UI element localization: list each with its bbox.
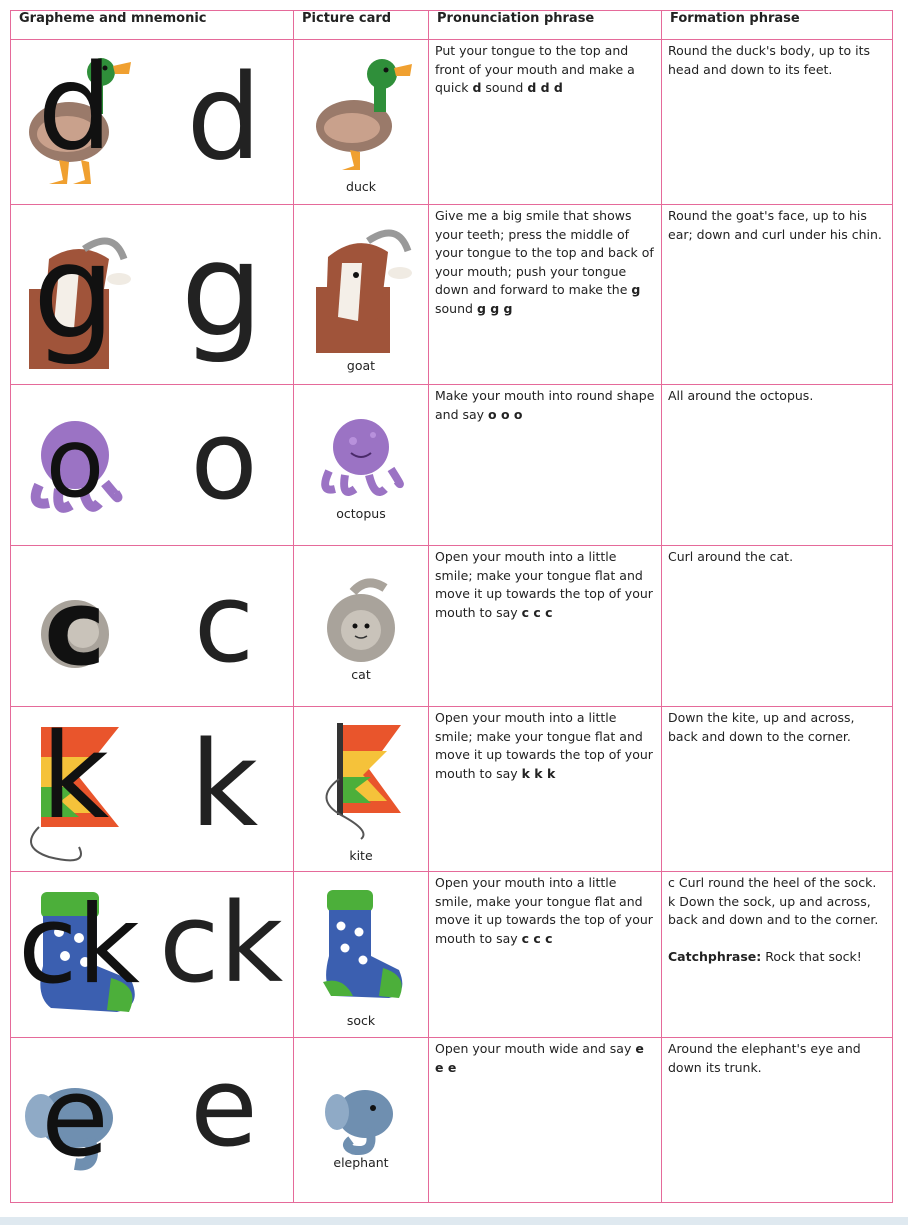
grapheme-cell — [11, 872, 294, 1038]
cat-icon — [323, 570, 399, 664]
octopus-icon — [313, 411, 409, 501]
header-grapheme: Grapheme and mnemonic — [11, 11, 294, 40]
table-row — [11, 40, 893, 205]
cat-mnemonic-icon: c — [19, 576, 131, 686]
picture-card — [294, 385, 429, 546]
grapheme-letter: o — [190, 396, 258, 524]
grapheme-cell — [11, 40, 294, 205]
grapheme-cell — [11, 205, 294, 385]
phonics-sheet — [10, 10, 886, 1203]
formation-cell: All around the octopus. — [662, 385, 893, 546]
goat-mnemonic-icon: g — [19, 229, 131, 369]
table-row — [11, 707, 893, 872]
picture-caption: sock — [346, 1013, 376, 1028]
pronunciation-cell: Open your mouth into a little smile; make your tongue flat and move it up towards the top of your mouth to say c c c — [429, 546, 662, 707]
picture-card — [294, 205, 429, 385]
grapheme-cell — [11, 707, 294, 872]
header-formation: Formation phrase — [662, 11, 893, 40]
formation-cell: Curl around the cat. — [662, 546, 893, 707]
grapheme-letter: g — [180, 214, 264, 366]
picture-caption: octopus — [336, 506, 386, 521]
picture-caption: goat — [346, 358, 376, 373]
pronunciation-cell: Open your mouth into a little smile, make your tongue flat and move it up towards the top of your mouth to say c c c — [429, 872, 662, 1038]
table-row — [11, 1038, 893, 1203]
goat-icon — [308, 217, 414, 353]
grapheme-letter: e — [190, 1043, 258, 1171]
elephant-icon — [321, 1082, 401, 1158]
octopus-mnemonic-icon: o — [19, 407, 131, 527]
bottom-bar — [0, 1217, 908, 1225]
grapheme-letter: d — [186, 48, 262, 186]
picture-caption: elephant — [333, 1155, 389, 1170]
sock-icon — [313, 886, 409, 1002]
formation-cell: Around the elephant's eye and down its trunk. — [662, 1038, 893, 1203]
grapheme-cell — [11, 1038, 294, 1203]
pronunciation-cell: Put your tongue to the top and front of your mouth and make a quick d sound d d d — [429, 40, 662, 205]
picture-caption: cat — [351, 667, 371, 682]
header-pronunciation: Pronunciation phrase — [429, 11, 662, 40]
picture-caption: duck — [346, 179, 376, 194]
pronunciation-cell: Open your mouth wide and say e e e — [429, 1038, 662, 1203]
formation-cell: Round the goat's face, up to his ear; down and curl under his chin. — [662, 205, 893, 385]
header-row — [11, 11, 893, 40]
kite-mnemonic-icon: k — [19, 717, 131, 867]
picture-card — [294, 546, 429, 707]
formation-cell: c Curl round the heel of the sock. k Down the sock, up and across, back and down and to the corner. Catchphrase: Rock that sock! — [662, 872, 893, 1038]
grapheme-letter: c — [193, 559, 255, 687]
table-row — [11, 385, 893, 546]
table-row — [11, 205, 893, 385]
picture-card — [294, 707, 429, 872]
grapheme-cell — [11, 385, 294, 546]
duck-icon — [308, 54, 414, 172]
picture-card — [294, 872, 429, 1038]
sock-mnemonic-icon: ck — [21, 886, 141, 1016]
pronunciation-cell: Make your mouth into round shape and say o o o — [429, 385, 662, 546]
grapheme-letter: k — [189, 715, 259, 853]
phonics-table — [10, 10, 893, 1203]
formation-cell: Down the kite, up and across, back and down to the corner. — [662, 707, 893, 872]
pronunciation-cell: Open your mouth into a little smile; make your tongue flat and move it up towards the top of your mouth to say k k k — [429, 707, 662, 872]
picture-card — [294, 40, 429, 205]
elephant-mnemonic-icon: e — [19, 1068, 131, 1178]
formation-cell: Round the duck's body, up to its head and down to its feet. — [662, 40, 893, 205]
grapheme-letter: ck — [159, 879, 284, 1007]
kite-icon — [311, 719, 411, 843]
table-row — [11, 872, 893, 1038]
header-picture: Picture card — [294, 11, 429, 40]
duck-mnemonic-icon: d — [19, 52, 131, 192]
grapheme-cell — [11, 546, 294, 707]
table-row — [11, 546, 893, 707]
pronunciation-cell: Give me a big smile that shows your teeth; press the middle of your tongue to the top and back of your mouth; push your tongue down and forward to make the g sound g g g — [429, 205, 662, 385]
picture-caption: kite — [349, 848, 373, 863]
picture-card — [294, 1038, 429, 1203]
